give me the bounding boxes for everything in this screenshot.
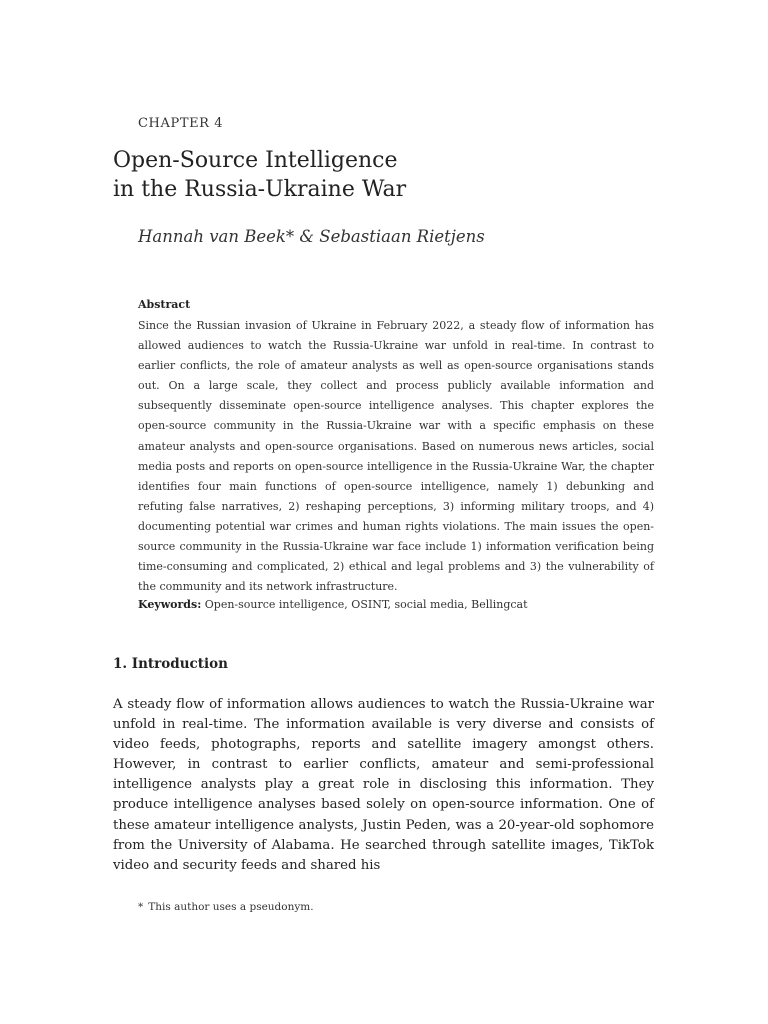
chapter-title-line-1: Open-Source Intelligence [113, 148, 398, 173]
chapter-title-line-2: in the Russia-Ukraine War [113, 177, 407, 202]
keywords-label: Keywords: [138, 598, 202, 611]
footnote-text: This author uses a pseudonym. [148, 901, 314, 913]
keywords-text: Open-source intelligence, OSINT, social media, Bellingcat [204, 598, 528, 611]
footnote [138, 901, 314, 913]
abstract-text: Since the Russian invasion of Ukraine in February 2022, a steady flow of information has allowed audiences to watch the Russia-Ukraine war unfold in real-time. In contrast to earlier conflicts, the role of amateur analysts as well as open-source organisations stands out. On a large scale, they collect and process publicly available information and subsequently disseminate open-source intelligence analyses. This chapter explores the open-source community in the Russia-Ukraine war with a specific emphasis on these amateur analysts and open-source organisations. Based on numerous news articles, social media posts and reports on open-source intelligence in the Russia-Ukraine War, the chapter identifies four main functions of open-source intelligence, namely 1) debunking and refuting false narratives, 2) reshaping perceptions, 3) informing military troops, and 4) documenting potential war crimes and human rights violations. The main issues the open-source community in the Russia-Ukraine war face include 1) information verification being time-consuming and complicated, 2) ethical and legal problems and 3) the vulnerability of the community and its network infrastructure. [138, 319, 654, 594]
introduction-paragraph: A steady flow of information allows audiences to watch the Russia-Ukraine war unfold in real-time. The information available is very diverse and consists of video feeds, photographs, reports and satellite imagery amongst others. However, in contrast to earlier conflicts, amateur and semi-professional intelligence analysts play a great role in disclosing this information. They produce intelligence analyses based solely on open-source information. One of these amateur intelligence analysts, Justin Peden, was a 20-year-old sophomore from the University of Alabama. He searched through satellite images, TikTok video and security feeds and shared his [113, 697, 654, 873]
keywords-line [138, 598, 654, 611]
section-heading-introduction: 1. Introduction [113, 656, 228, 672]
footnote-marker: * [138, 901, 144, 913]
abstract-heading: Abstract [138, 298, 191, 311]
author-names: Hannah van Beek* & Sebastiaan Rietjens [138, 227, 485, 246]
chapter-label: CHAPTER 4 [138, 116, 224, 131]
chapter-title [113, 146, 406, 204]
